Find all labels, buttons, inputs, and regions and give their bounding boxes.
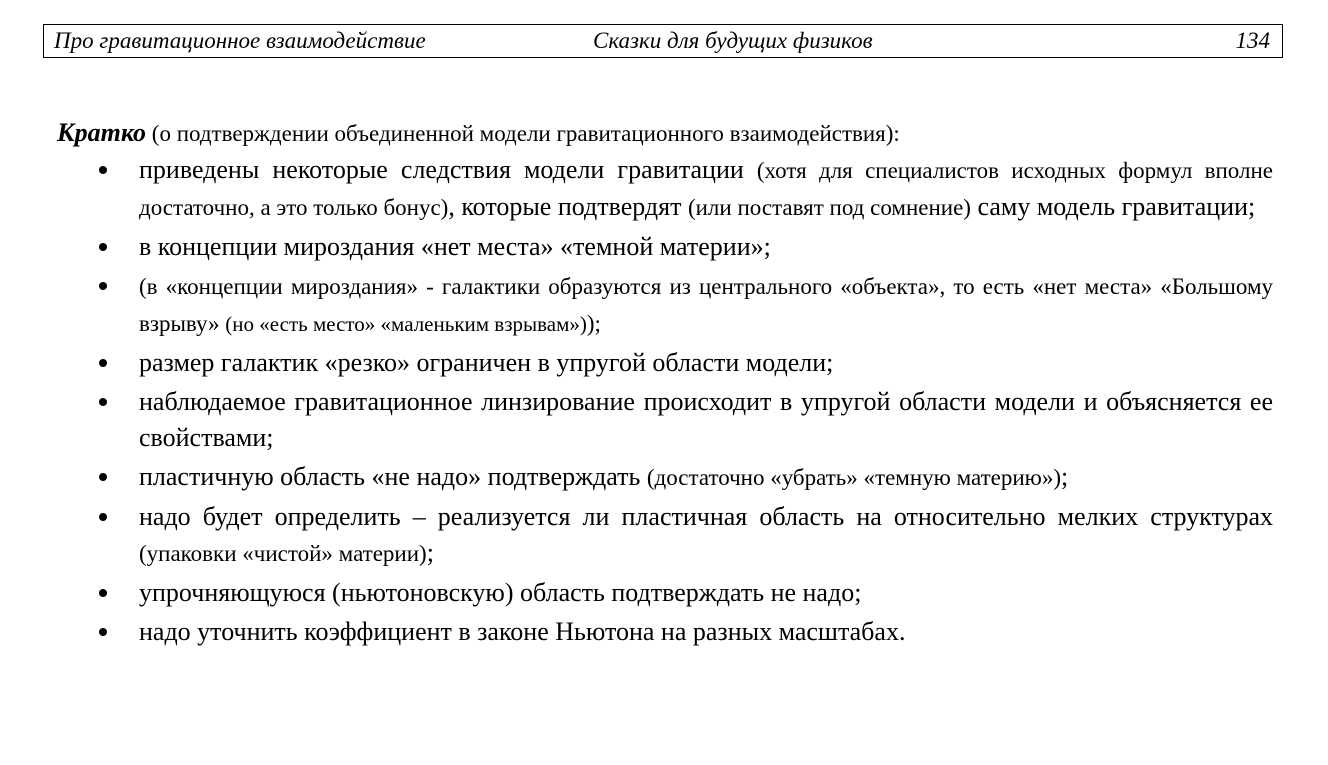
item-text: наблюдаемое гравитационное линзирование происходит в упругой области модели и объясняется ее свойствами;: [139, 387, 1273, 452]
list-item: [57, 614, 1273, 650]
item-text: надо уточнить коэффициент в законе Ньютона на разных масштабах.: [139, 617, 906, 646]
list-item: [57, 268, 1273, 342]
bullet-icon: [99, 166, 107, 174]
item-text: упрочняющуюся (ньютоновскую) область подтверждать не надо;: [139, 578, 862, 607]
list-item: [57, 499, 1273, 572]
summary-list: [57, 152, 1273, 650]
page-header: [43, 24, 1283, 58]
bullet-icon: [99, 473, 107, 481]
item-text: надо будет определить – реализуется ли пластичная область на относительно мелких структурах: [139, 502, 1273, 531]
list-item: [57, 229, 1273, 265]
summary-intro-text: (о подтверждении объединенной модели гравитационного взаимодействия):: [146, 121, 900, 146]
bullet-icon: [99, 243, 107, 251]
item-text: (в «концепции мироздания» - галактики образуются из центрального «объекта», то есть «нет места» «Большому взрыву»: [139, 274, 1273, 336]
header-section-title: Про гравитационное взаимодействие: [54, 28, 426, 53]
item-text: приведены некоторые следствия модели гравитации: [139, 155, 757, 184]
bullet-icon: [99, 589, 107, 597]
item-note: (хотя для специалистов исходных формул вполне достаточно, а это только бонус): [139, 158, 1273, 220]
bullet-icon: [99, 398, 107, 406]
summary-lead: Кратко: [57, 118, 147, 147]
item-note: (но «есть место» «маленьким взрывам»): [225, 312, 587, 336]
bullet-icon: [99, 282, 107, 290]
header-page-number: 134: [1235, 28, 1270, 53]
item-note: (упаковки «чистой» материи): [139, 541, 427, 566]
item-text: пластичную область «не надо» подтверждать: [139, 462, 647, 491]
item-text: ;: [1061, 462, 1069, 491]
list-item: [57, 152, 1273, 226]
list-item: [57, 384, 1273, 456]
item-text: саму модель гравитации;: [970, 192, 1256, 221]
bullet-icon: [99, 359, 107, 367]
list-item: [57, 345, 1273, 381]
list-item: [57, 459, 1273, 496]
item-note: (достаточно «убрать» «темную материю»): [646, 465, 1062, 490]
item-text: ;: [426, 538, 434, 567]
summary-intro: [57, 115, 1273, 152]
header-book-title: Сказки для будущих физиков: [593, 28, 873, 53]
item-note: (или поставят под сомнение): [687, 195, 971, 220]
item-text: в концепции мироздания «нет места» «темной материи»;: [139, 232, 771, 261]
list-item: [57, 575, 1273, 611]
document-body: [57, 115, 1273, 653]
item-text: размер галактик «резко» ограничен в упругой области модели;: [139, 348, 834, 377]
item-text: );: [586, 311, 601, 336]
bullet-icon: [99, 513, 107, 521]
bullet-icon: [99, 628, 107, 636]
item-text: , которые подтвердят: [448, 192, 688, 221]
